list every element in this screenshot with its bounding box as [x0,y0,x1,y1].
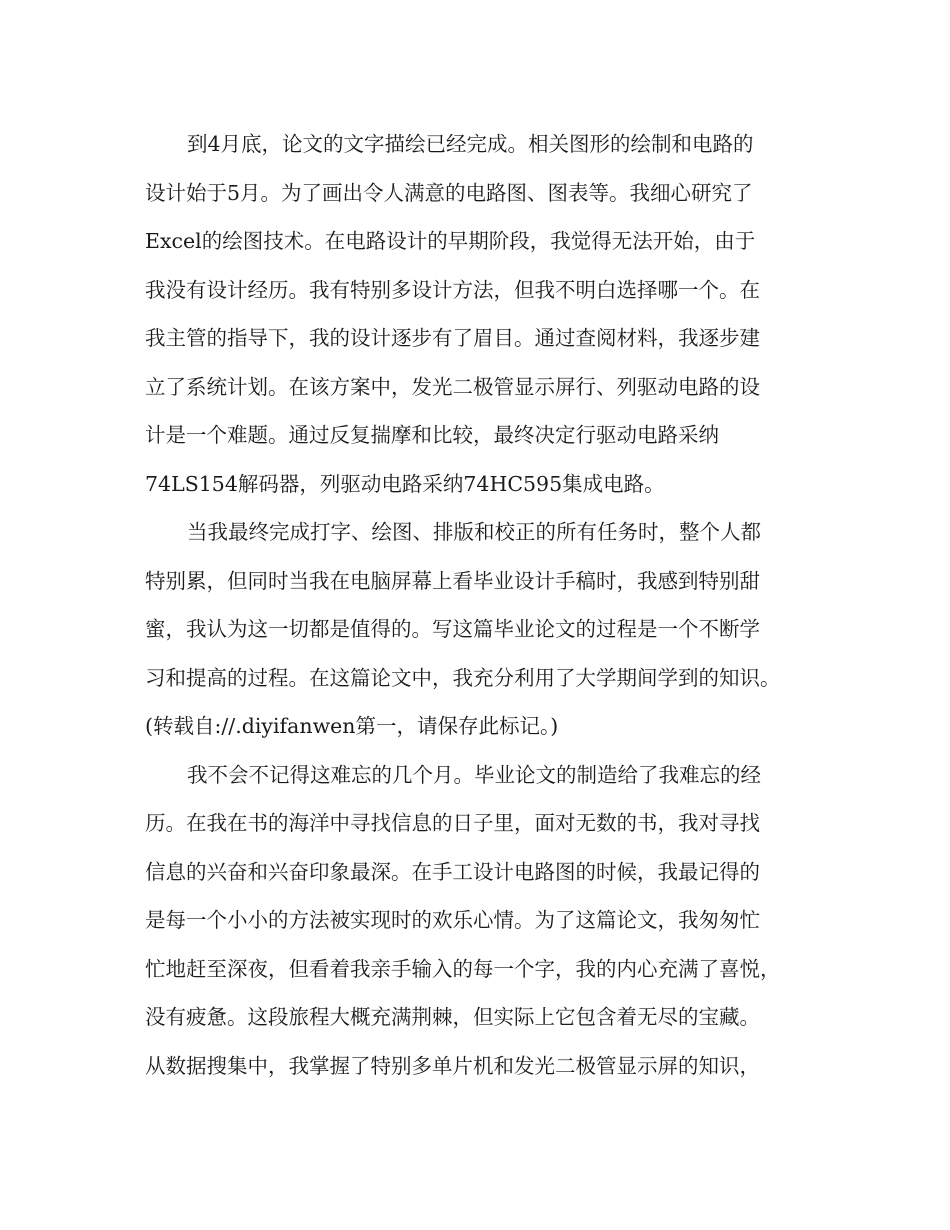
text-line: 信息的兴奋和兴奋印象最深。在手工设计电路图的时候，我最记得的 [145,859,760,884]
text-line: 计是一个难题。通过反复揣摩和比较，最终决定行驱动电路采纳 [145,423,719,447]
paragraph-3 [145,755,825,1095]
text-line: 到4月底，论文的文字描绘已经完成。相关图形的绘制和电路的 [187,132,754,156]
text-line: (转载自://.diyifanwen第一，请保存此标记。) [145,714,559,738]
document-body [145,124,825,1094]
text-line: 我不会不记得这难忘的几个月。毕业论文的制造给了我难忘的经 [187,762,761,787]
text-line: 特别累，但同时当我在电脑屏幕上看毕业设计手稿时，我感到特别甜 [145,568,760,593]
text-line: 从数据搜集中，我掌握了特别多单片机和发光二极管显示屏的知识， [145,1053,760,1078]
text-line: 设计始于5月。为了画出令人满意的电路图、图表等。我细心研究了 [145,180,753,205]
text-line: 没有疲惫。这段旅程大概充满荆棘，但实际上它包含着无尽的宝藏。 [145,1005,760,1029]
text-line: 历。在我在书的海洋中寻找信息的日子里，面对无数的书，我对寻找 [145,811,760,835]
text-line: 当我最终完成打字、绘图、排版和校正的所有任务时，整个人都 [187,520,761,544]
text-line: 是每一个小小的方法被实现时的欢乐心情。为了这篇论文，我匆匆忙 [145,908,760,932]
text-line: 忙地赶至深夜，但看着我亲手输入的每一个字，我的内心充满了喜悦， [145,956,781,981]
text-line: Excel的绘图技术。在电路设计的早期阶段，我觉得无法开始，由于 [145,229,756,253]
text-line: 74LS154解码器，列驱动电路采纳74HC595集成电路。 [145,471,665,496]
text-line: 我主管的指导下，我的设计逐步有了眉目。通过查阅材料，我逐步建 [145,326,760,350]
text-line: 习和提高的过程。在这篇论文中，我充分利用了大学期间学到的知识。 [145,665,781,690]
text-line: 我没有设计经历。我有特别多设计方法，但我不明白选择哪一个。在 [145,277,760,302]
text-line: 立了系统计划。在该方案中，发光二极管显示屏行、列驱动电路的设 [145,374,760,399]
text-line: 蜜，我认为这一切都是值得的。写这篇毕业论文的过程是一个不断学 [145,617,760,641]
paragraph-2 [145,512,825,755]
paragraph-1 [145,124,825,512]
